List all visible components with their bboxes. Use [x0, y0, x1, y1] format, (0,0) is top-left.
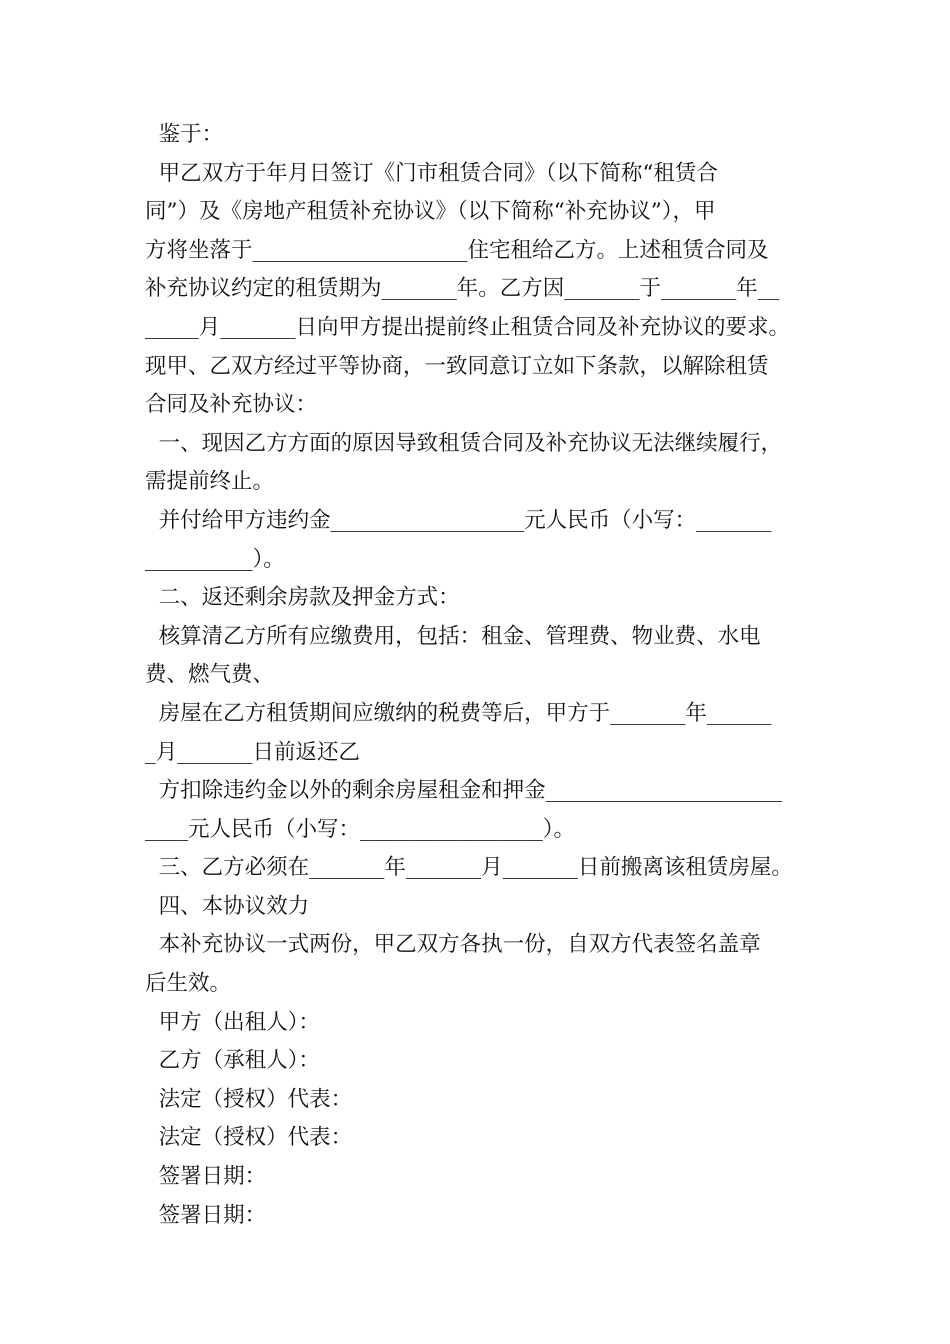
text-line: 法定（授权）代表： — [145, 1125, 353, 1151]
text-line: 费、燃气费、 — [145, 662, 275, 688]
text-line: 甲乙双方于年月日签订《门市租赁合同》（以下简称“租赁合 — [145, 160, 718, 186]
text-line: 二、返还剩余房款及押金方式： — [145, 585, 460, 611]
text-line: 并付给甲方违约金__________________元人民币（小写：_______ — [145, 507, 772, 533]
text-line: 鉴于： — [145, 122, 224, 147]
text-line: 签署日期： — [145, 1202, 267, 1228]
text-line: ____元人民币（小写：_________________）。 — [145, 816, 576, 842]
text-line: 乙方（承租人）： — [145, 1048, 320, 1074]
text-line: 需提前终止。 — [145, 469, 275, 495]
text-line: 签署日期： — [145, 1164, 267, 1190]
text-line: 甲方（出租人）： — [145, 1009, 320, 1035]
text-line: _____月_______日向甲方提出提前终止租赁合同及补充协议的要求。 — [145, 314, 791, 340]
text-line: 方将坐落于____________________住宅租给乙方。上述租赁合同及 — [145, 237, 769, 263]
text-line: 方扣除违约金以外的剩余房屋租金和押金______________________ — [145, 778, 783, 804]
document-body — [145, 116, 815, 1235]
text-line: 后生效。 — [145, 971, 232, 997]
text-line: 合同及补充协议： — [145, 392, 318, 418]
text-line: 法定（授权）代表： — [145, 1086, 353, 1112]
text-line: 同”）及《房地产租赁补充协议》（以下简称“补充协议”），甲 — [145, 199, 716, 225]
text-line: __________）。 — [145, 546, 285, 572]
text-line: _月_______日前返还乙 — [145, 739, 361, 765]
text-line: 一、现因乙方方面的原因导致租赁合同及补充协议无法继续履行， — [145, 430, 783, 456]
text-line: 房屋在乙方租赁期间应缴纳的税费等后，甲方于_______年______ — [145, 700, 772, 726]
text-line: 本补充协议一式两份，甲乙双方各执一份，自双方代表签名盖章 — [145, 932, 761, 958]
text-line: 补充协议约定的租赁期为_______年。乙方因_______于_______年__ — [145, 276, 780, 302]
text-line: 四、本协议效力 — [145, 893, 310, 919]
text-line: 现甲、乙双方经过平等协商，一致同意订立如下条款，以解除租赁 — [145, 353, 769, 379]
text-line: 核算清乙方所有应缴费用，包括：租金、管理费、物业费、水电 — [145, 623, 761, 649]
text-line: 三、乙方必须在_______年_______月_______日前搬离该租赁房屋。 — [145, 855, 793, 881]
